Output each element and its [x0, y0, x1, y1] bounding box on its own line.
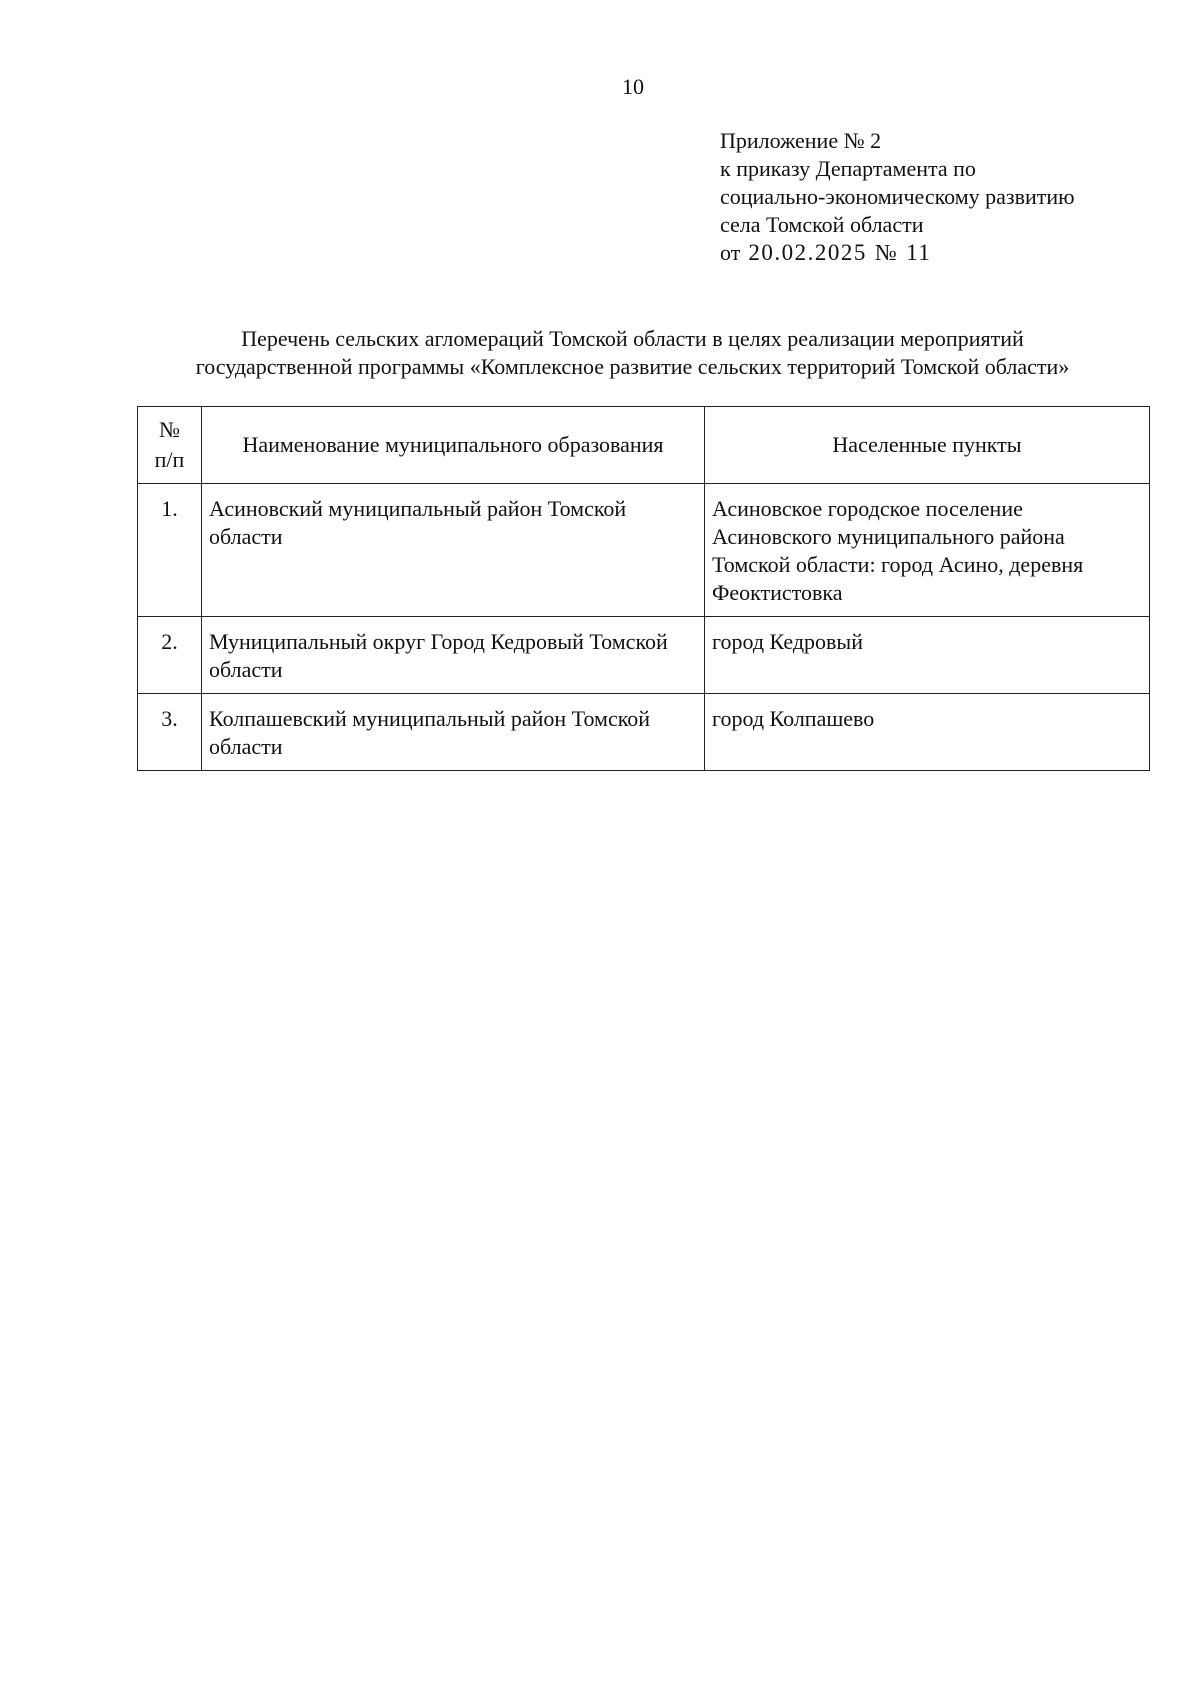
order-prefix: от: [720, 240, 741, 265]
header-number-sign: №: [159, 417, 180, 442]
row-settlements: Асиновское городское поселение Асиновского муниципального района Томской области: город Асино, деревня Феоктистовка: [705, 484, 1150, 617]
document-title-line-1: Перечень сельских агломераций Томской области в целях реализации мероприятий: [241, 326, 1024, 351]
page-number: 10: [622, 74, 644, 99]
table-header-row: [138, 407, 1150, 484]
table-row: [138, 694, 1150, 771]
appendix-department: социально-экономическому развитию: [720, 184, 1075, 209]
row-number: 2.: [138, 617, 202, 694]
header-settlements: Населенные пункты: [705, 407, 1150, 484]
appendix-header: [720, 127, 1160, 267]
row-municipality: Асиновский муниципальный район Томской области: [202, 484, 705, 617]
appendix-region: села Томской области: [720, 212, 924, 237]
header-municipality: Наименование муниципального образования: [202, 407, 705, 484]
table-row: [138, 484, 1150, 617]
order-date: 20.02.2025: [748, 240, 867, 265]
row-number: 3.: [138, 694, 202, 771]
row-settlements: город Кедровый: [705, 617, 1150, 694]
header-number-abbr: п/п: [154, 447, 185, 472]
table-row: [138, 617, 1150, 694]
header-number: [138, 407, 202, 484]
order-number: 11: [906, 240, 932, 265]
row-number: 1.: [138, 484, 202, 617]
agglomerations-table: [137, 406, 1150, 771]
appendix-order-ref: к приказу Департамента по: [720, 156, 976, 181]
row-settlements: город Колпашево: [705, 694, 1150, 771]
appendix-order-line: [720, 239, 1160, 267]
document-title-line-2: государственной программы «Комплексное развитие сельских территорий Томской области»: [195, 354, 1070, 379]
appendix-title: Приложение № 2: [720, 128, 882, 153]
order-number-sign: №: [874, 240, 899, 265]
row-municipality: Муниципальный округ Город Кедровый Томской области: [202, 617, 705, 694]
row-municipality: Колпашевский муниципальный район Томской области: [202, 694, 705, 771]
document-title: [120, 325, 1145, 381]
